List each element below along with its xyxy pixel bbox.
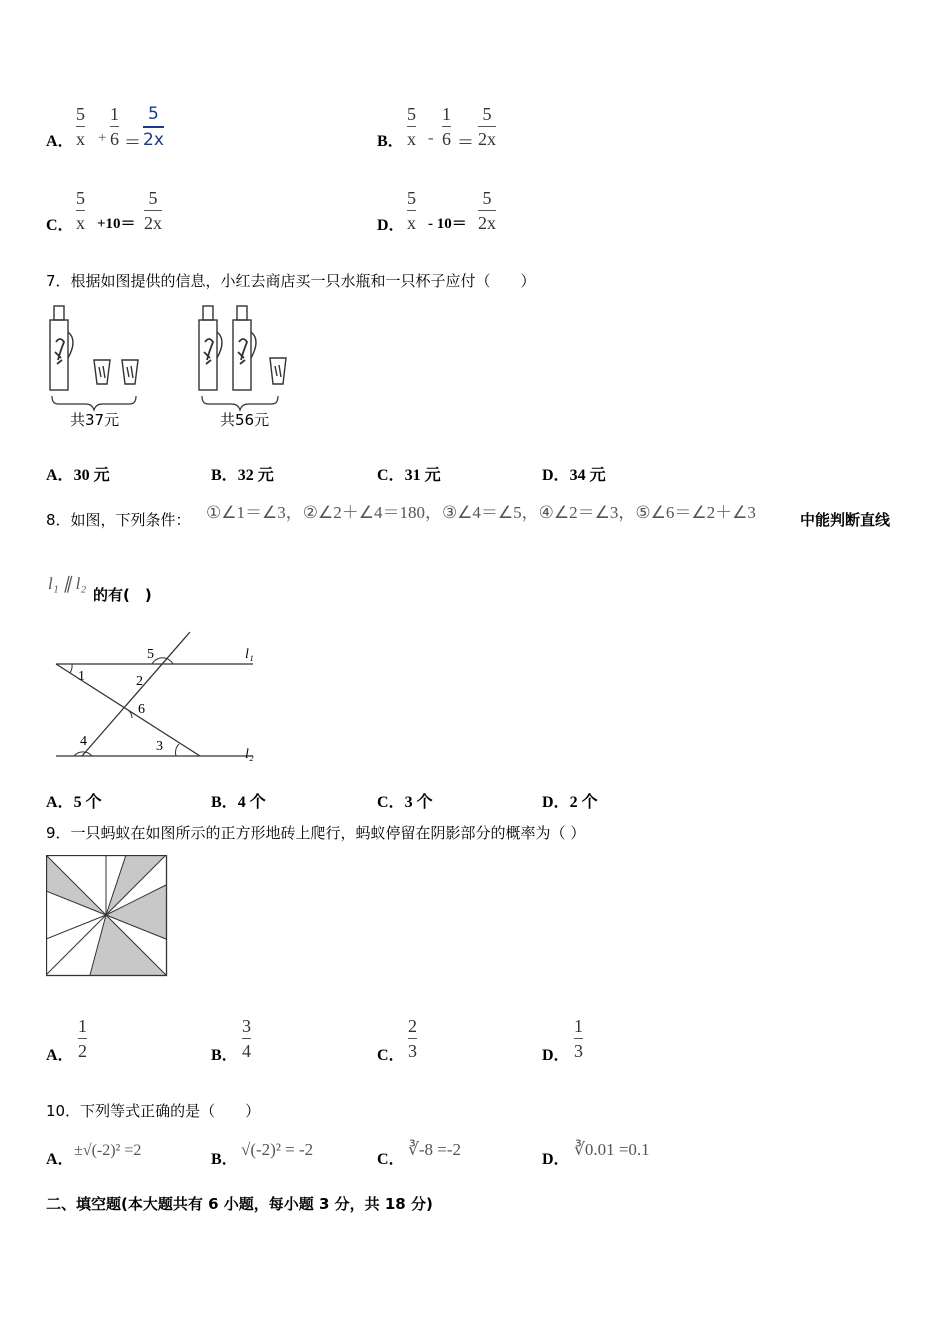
option-c-label: C． [377,1047,405,1064]
q8-stem-start: 8．如图，下列条件： [46,511,191,529]
q8-stem-line2: 的有( ) [93,586,152,604]
option-a-label: A． [46,1151,74,1168]
q7-caption-1: 共37元 [70,411,120,429]
option-label: A． [46,133,74,150]
option-c-expr: ∛-8 =-2 [408,1140,461,1159]
option-c-label: C． [377,1151,405,1168]
option-b: B．4 个 [211,794,266,811]
q8-conditions: ①∠1＝∠3，②∠2＋∠4＝180，③∠4＝∠5，④∠2＝∠3，⑤∠6＝∠2＋∠3 [206,503,756,522]
fraction: 1 6 [110,104,119,149]
q7-stem: 7．根据如图提供的信息，小红去商店买一只水瓶和一只杯子应付（ ） [46,272,536,290]
option-b-label: B． [211,1151,238,1168]
option-a-expr: ±√(-2)² =2 [74,1142,142,1159]
option-d-expr: ∛0.01 =0.1 [574,1140,650,1159]
option-b: B．32 元 [211,467,274,484]
q8-parallel: l₁ ∥ l₂ [48,574,87,593]
option-d-label: D． [542,1151,570,1168]
cup-icon [270,358,286,384]
angle-label-1: 1 [78,669,85,684]
fraction: 5 x [407,104,416,149]
option-d-fraction: 1 3 [574,1016,583,1061]
fraction: 5 x [76,104,85,149]
option-label: B． [377,133,404,150]
option-d: D．2 个 [542,794,598,811]
option-b-label: B． [211,1047,238,1064]
line-label-l1: l₁ [245,647,254,662]
option-label: D． [377,217,405,234]
fraction: 5 x [407,188,416,233]
q10-stem: 10．下列等式正确的是（ ） [46,1102,261,1120]
option-c-fraction: 2 3 [408,1016,417,1061]
angle-label-5: 5 [147,647,154,662]
cup-icon [94,360,110,384]
q7-caption-2: 共56元 [220,411,270,429]
cup-icon [122,360,138,384]
option-a: A．30 元 [46,467,110,484]
fraction: 5 2x [478,104,496,149]
option-b-fraction: 3 4 [242,1016,251,1061]
q9-square-tile [46,855,168,977]
option-a-fraction: 1 2 [78,1016,87,1061]
option-label: C． [46,217,74,234]
bottle-icon [233,306,256,390]
option-c: C．3 个 [377,794,433,811]
option-a: A．5 个 [46,794,102,811]
bottle-icon [50,306,73,390]
angle-label-6: 6 [138,702,145,717]
option-c: C．31 元 [377,467,441,484]
option-d: D．34 元 [542,467,606,484]
angle-label-4: 4 [80,734,87,749]
q8-figure [40,628,270,768]
bottle-icon [199,306,222,390]
fraction: 5 2x [143,104,164,150]
angle-label-3: 3 [156,739,163,754]
q9-stem: 9．一只蚂蚁在如图所示的正方形地砖上爬行，蚂蚁停留在阴影部分的概率为（ ） [46,824,586,842]
fraction: 1 6 [442,104,451,149]
fraction: 5 x [76,188,85,233]
option-d-label: D． [542,1047,570,1064]
option-b-expr: √(-2)² = -2 [241,1140,314,1159]
angle-label-2: 2 [136,674,143,689]
section-title: 二、填空题(本大题共有 6 小题，每小题 3 分，共 18 分) [46,1195,433,1213]
fraction: 5 2x [478,188,496,233]
q8-stem-end: 中能判断直线 [800,511,891,529]
fraction: 5 2x [144,188,162,233]
option-a-label: A． [46,1047,74,1064]
line-label-l2: l₂ [245,747,254,762]
